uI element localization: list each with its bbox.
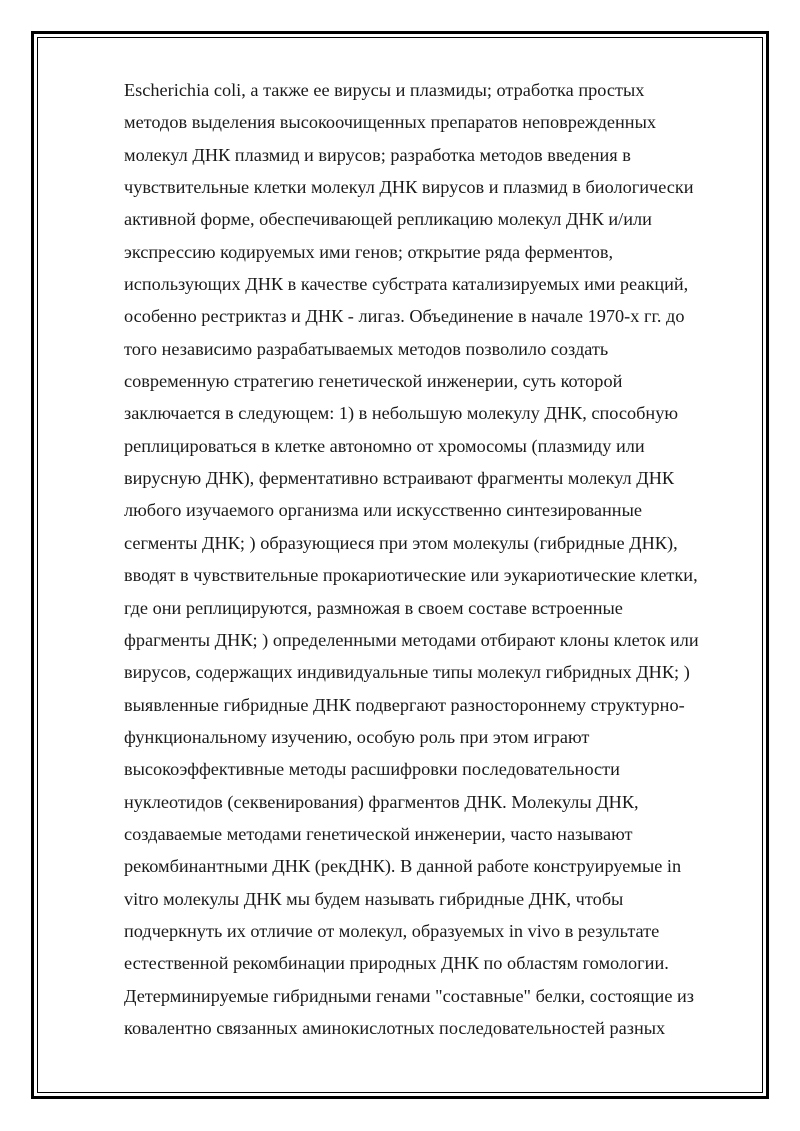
text-line: фрагменты ДНК; ) определенными методами отбирают клоны клеток или bbox=[124, 629, 699, 650]
text-line: высокоэффективные методы расшифровки последовательности bbox=[124, 759, 620, 780]
text-line: методов выделения высокоочищенных препаратов неповрежденных bbox=[124, 112, 657, 133]
text-line: нуклеотидов (секвенирования) фрагментов ДНК. Молекулы ДНК, bbox=[124, 791, 639, 812]
text-line: vitro молекулы ДНК мы будем называть гибридные ДНК, чтобы bbox=[124, 888, 624, 909]
text-line: использующих ДНК в качестве субстрата катализируемых ими реакций, bbox=[124, 274, 689, 295]
text-line: создаваемые методами генетической инженерии, часто называют bbox=[124, 823, 633, 844]
text-line: вводят в чувствительные прокариотические или эукариотические клетки, bbox=[124, 565, 698, 586]
text-line: подчеркнуть их отличие от молекул, образуемых in vivo в результате bbox=[124, 920, 660, 941]
text-line: рекомбинантными ДНК (рекДНК). В данной работе конструируемые in bbox=[124, 856, 682, 877]
text-line: функциональному изучению, особую роль при этом играют bbox=[124, 726, 590, 747]
text-line: Детерминируемые гибридными генами "составные" белки, состоящие из bbox=[124, 985, 695, 1006]
text-line: вирусную ДНК), ферментативно встраивают фрагменты молекул ДНК bbox=[124, 468, 675, 489]
text-line: любого изучаемого организма или искусственно синтезированные bbox=[124, 500, 642, 521]
text-line: молекул ДНК плазмид и вирусов; разработка методов введения в bbox=[124, 144, 631, 165]
text-line: реплицироваться в клетке автономно от хромосомы (плазмиду или bbox=[124, 435, 645, 456]
body-text bbox=[124, 74, 724, 1044]
text-line: экспрессию кодируемых ими генов; открытие ряда ферментов, bbox=[124, 241, 614, 262]
text-line: активной форме, обеспечивающей репликацию молекул ДНК и/или bbox=[124, 209, 652, 230]
text-line: сегменты ДНК; ) образующиеся при этом молекулы (гибридные ДНК), bbox=[124, 532, 678, 553]
text-line: ковалентно связанных аминокислотных последовательностей разных bbox=[124, 1017, 666, 1038]
text-line: заключается в следующем: 1) в небольшую молекулу ДНК, способную bbox=[124, 403, 678, 424]
text-line: выявленные гибридные ДНК подвергают разностороннему структурно- bbox=[124, 694, 685, 715]
text-line: того независимо разрабатываемых методов позволило создать bbox=[124, 338, 609, 359]
text-line: где они реплицируются, размножая в своем составе встроенные bbox=[124, 597, 623, 618]
text-line: современную стратегию генетической инженерии, суть которой bbox=[124, 371, 623, 392]
text-line: вирусов, содержащих индивидуальные типы молекул гибридных ДНК; ) bbox=[124, 662, 690, 683]
text-line: особенно рестриктаз и ДНК - лигаз. Объединение в начале 1970-х гг. до bbox=[124, 306, 685, 327]
text-line: естественной рекомбинации природных ДНК по областям гомологии. bbox=[124, 953, 669, 974]
text-line: Escherichia coli, а также ее вирусы и плазмиды; отработка простых bbox=[124, 80, 645, 100]
text-line: чувствительные клетки молекул ДНК вирусов и плазмид в биологически bbox=[124, 177, 694, 198]
